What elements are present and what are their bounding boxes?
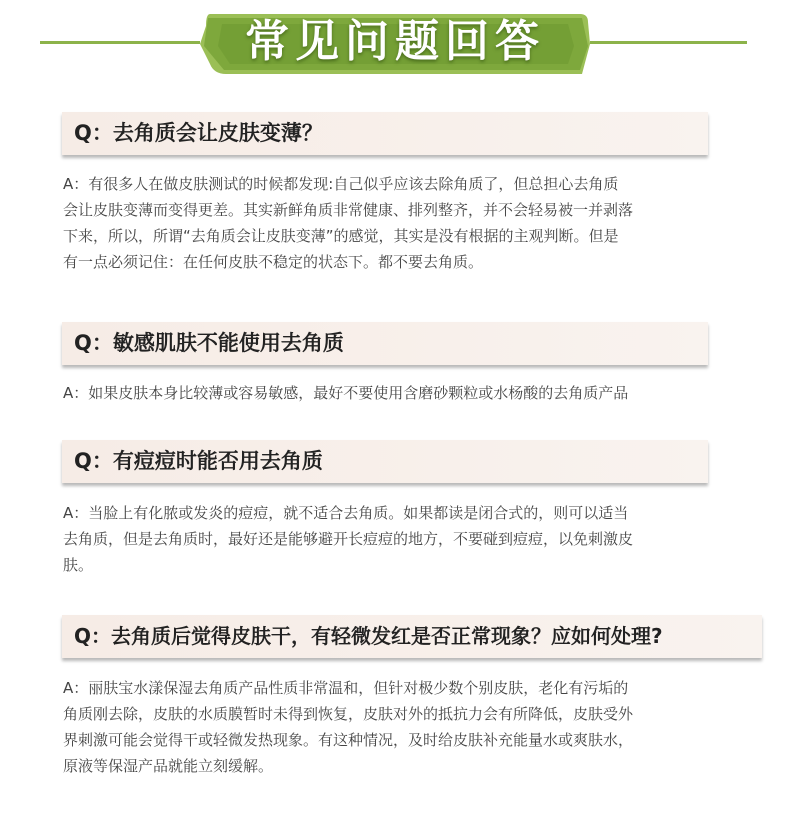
answer-line: 原液等保湿产品就能立刻缓解。: [63, 757, 274, 775]
page-title: 常见问题回答: [245, 16, 545, 67]
answer-line: 角质刚去除，皮肤的水质膜暂时未得到恢复，皮肤对外的抵抗力会有所降低，皮肤受外: [63, 705, 634, 723]
answer-text: [63, 380, 723, 406]
answer-line: A：如果皮肤本身比较薄或容易敏感，最好不要使用含磨砂颗粒或水杨酸的去角质产品: [63, 384, 629, 402]
question-title: 去角质后觉得皮肤干，有轻微发红是否正常现象？应如何处理?: [111, 624, 663, 648]
answer-line: 有一点必须记住：在任何皮肤不稳定的状态下。都不要去角质。: [63, 253, 484, 271]
answer-line: A：有很多人在做皮肤测试的时候都发现:自己似乎应该去除角质了，但总担心去角质: [63, 175, 619, 193]
answer-line: A：当脸上有化脓或发炎的痘痘，就不适合去角质。如果都读是闭合式的，则可以适当: [63, 504, 629, 522]
question-bar: [62, 615, 762, 658]
answer-text: [63, 171, 723, 275]
header-divider-left: [40, 41, 200, 44]
answer-line: 界刺激可能会觉得干或轻微发热现象。有这种情况，及时给皮肤补充能量水或爽肤水，: [63, 731, 634, 749]
answer-line: 会让皮肤变薄而变得更差。其实新鲜角质非常健康、排列整齐，并不会轻易被一并剥落: [63, 201, 634, 219]
answer-line: 去角质，但是去角质时，最好还是能够避开长痘痘的地方，不要碰到痘痘，以免刺激皮: [63, 530, 634, 548]
question-text: [74, 615, 663, 658]
question-prefix: Q：: [74, 331, 113, 355]
question-title: 敏感肌肤不能使用去角质: [112, 331, 344, 355]
answer-line: 下来，所以，所谓“去角质会让皮肤变薄”的感觉，其实是没有根据的主观判断。但是: [63, 227, 619, 245]
question-text: [74, 112, 323, 155]
question-title: 去角质会让皮肤变薄？: [112, 121, 323, 145]
answer-text: [63, 500, 723, 578]
question-text: [74, 322, 344, 365]
header-divider-right: [590, 41, 747, 44]
question-bar: [62, 440, 708, 483]
question-bar: [62, 112, 708, 155]
answer-line: 肤。: [63, 556, 94, 574]
answer-line: A：丽肤宝水漾保湿去角质产品性质非常温和，但针对极少数个别皮肤，老化有污垢的: [63, 679, 629, 697]
question-text: [74, 440, 323, 483]
question-prefix: Q：: [74, 121, 113, 145]
page-header: [0, 0, 790, 100]
answer-text: [63, 675, 723, 779]
question-bar: [62, 322, 708, 365]
question-prefix: Q：: [74, 624, 112, 648]
question-prefix: Q：: [74, 449, 113, 473]
question-title: 有痘痘时能否用去角质: [112, 449, 323, 473]
